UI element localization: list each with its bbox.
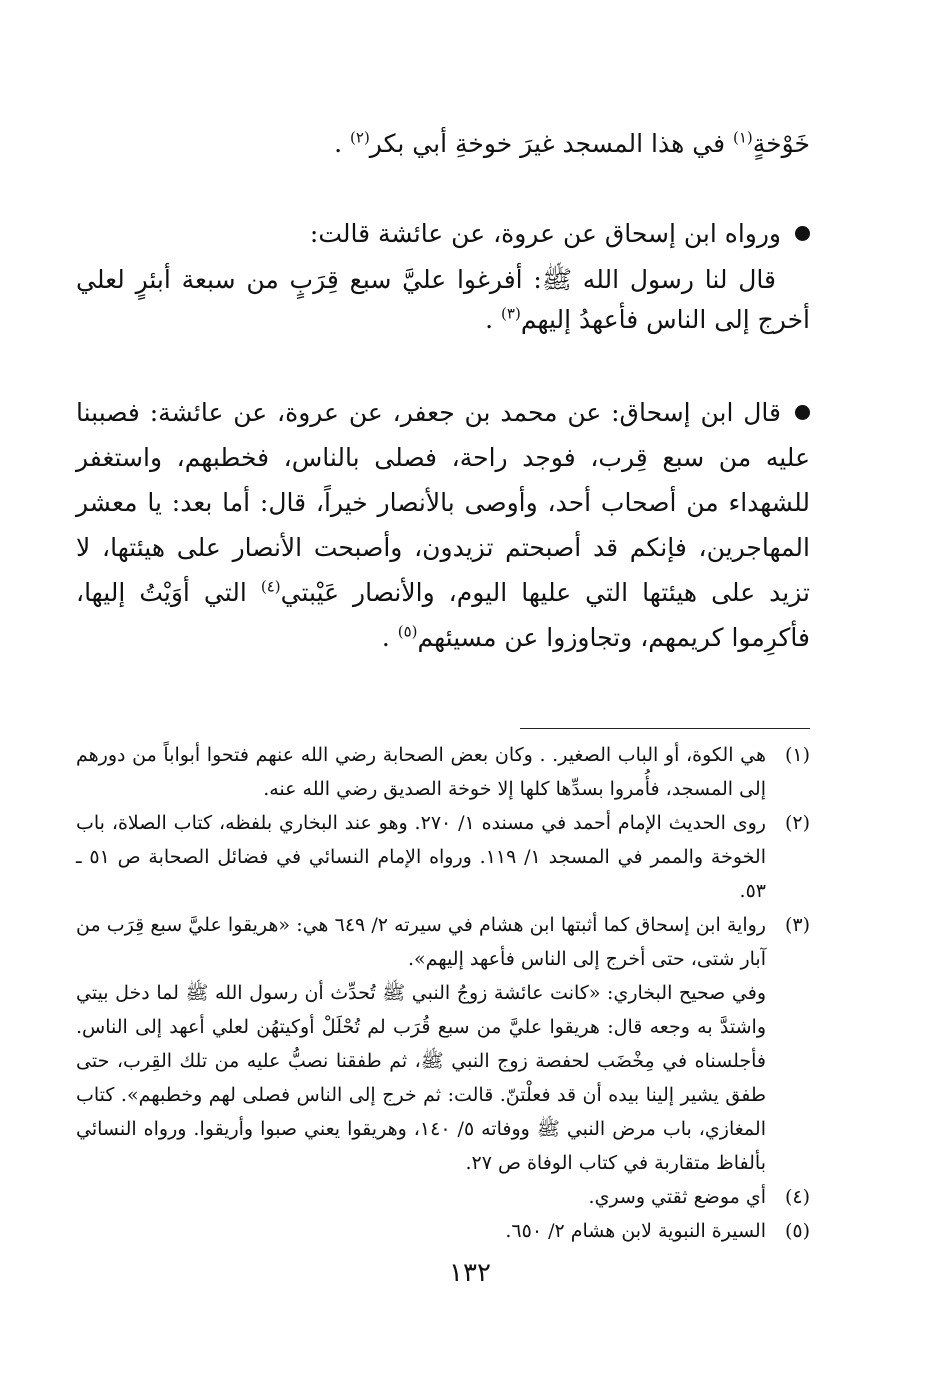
footnote-4 (76, 1180, 810, 1214)
paragraph-2-text: قال لنا رسول الله ﷺ: أفرغوا عليَّ سبع قِرَبٍ من سبعة أبئرٍ لعلي أخرج إلى الناس فأعهدُ إليهم (76, 265, 810, 334)
footnote-number: (٥) (784, 1220, 810, 1242)
footnote-number: (١) (784, 744, 810, 766)
footnote-2 (76, 806, 810, 908)
body-line-1-text-b: في هذا المسجد غيرَ خوخةِ أبي بكر (369, 129, 733, 158)
footnote-line: وفي صحيح البخاري: «كانت عائشة زوجُ النبي ﷺ تُحدِّث أن رسول الله ﷺ لما دخل بيتي واشتدَّ به وجعه قال: هريقوا عليَّ من سبع قُرَب لم تُحْلَلْ أوكيتهُن لعلي أعهد إلى الناس. فأجلسناه في مِخْضَب لحفصة زوج النبي ﷺ، ثم طفقنا نصبُّ عليه من تلك القِرب، حتى طفق يشير إلينا بيده أن قد فعلْتنّ. قالت: ثم خرج إلى الناس فصلى لهم وخطبهم». كتاب المغازي، باب مرض النبي ﷺ ووفاته ٥/ ١٤٠، وهريقوا يعني صبوا وأريقوا. ورواه النسائي بألفاظ متقاربة في كتاب الوفاة ص ٢٧. (76, 982, 766, 1174)
body-line-1-end: . (334, 129, 351, 158)
bullet-icon (795, 405, 810, 420)
paragraph-3-body (76, 390, 810, 660)
paragraph-2-end: . (485, 305, 502, 334)
footnotes (76, 738, 810, 1248)
bullet-icon (795, 226, 810, 241)
footnote-text (76, 806, 766, 908)
body-line-1 (76, 124, 810, 164)
paragraph-2-intro-text: ورواه ابن إسحاق عن عروة، عن عائشة قالت: (309, 219, 781, 248)
paragraph-2-intro (76, 214, 810, 254)
body-line-1-text-a: خَوْخةٍ (752, 129, 810, 158)
footnote-number: (٣) (784, 914, 810, 936)
footnote-1 (76, 738, 810, 806)
footnote-5 (76, 1214, 810, 1248)
footnote-text (76, 1214, 766, 1248)
footnote-text (76, 908, 766, 1180)
footnote-line: أي موضع ثقتي وسري. (588, 1186, 766, 1208)
footnote-ref-1: (١) (732, 128, 753, 147)
paragraph-3-end: . (381, 623, 398, 652)
footnote-number: (٢) (784, 812, 810, 834)
footnote-line: هي الكوة، أو الباب الصغير. . وكان بعض الصحابة رضي الله عنهم فتحوا أبواباً من دورهم إلى المسجد، فأُمروا بسدِّها كلها إلا خوخة الصديق رضي الله عنه. (76, 744, 766, 800)
footnote-number: (٤) (784, 1186, 810, 1208)
footnote-text (76, 738, 766, 806)
page-number: ١٣٢ (449, 1258, 491, 1288)
footnote-ref-2: (٢) (350, 128, 370, 147)
footnote-text (76, 1180, 766, 1214)
footnote-ref-3: (٣) (501, 304, 521, 323)
paragraph-3 (76, 390, 810, 660)
paragraph-2 (76, 214, 810, 340)
paragraph-3-text-1: قال ابن إسحاق: عن محمد بن جعفر، عن عروة، عن عائشة: فصببنا عليه من سبع قِرب، فوجد راحة، فصلى بالناس، فخطبهم، واستغفر للشهداء من أصحاب أحد، وأوصى بالأنصار خيراً، قال: أما بعد: يا معشر المهاجرين، فإنكم قد أصبحتم تزيدون، وأصبحت الأنصار على هيئتها، لا تزيد على هيئتها التي عليها اليوم، والأنصار عَيْبتي (76, 398, 810, 607)
footnote-ref-5: (٥) (397, 622, 418, 641)
footnote-line: رواية ابن إسحاق كما أثبتها ابن هشام في سيرته ٢/ ٦٤٩ هي: «هريقوا عليَّ سبع قِرَب من آبار شتى، حتى أخرج إلى الناس فأعهد إليهم». (76, 914, 766, 970)
footnote-separator (520, 728, 810, 729)
footnote-ref-4: (٤) (260, 577, 281, 596)
paragraph-2-body (76, 260, 810, 340)
footnote-line: السيرة النبوية لابن هشام ٢/ ٦٥٠. (505, 1220, 766, 1242)
footnote-3 (76, 908, 810, 1180)
paragraph-3-text-2: التي أوَيْتُ إليها، فأكرِموا كريمهم، وتجاوزوا عن مسيئهم (76, 578, 810, 652)
footnote-line: روى الحديث الإمام أحمد في مسنده ١/ ٢٧٠. وهو عند البخاري بلفظه، كتاب الصلاة، باب الخوخة والممر في المسجد ١/ ١١٩. ورواه الإمام النسائي في فضائل الصحابة ص ٥١ ـ ٥٣. (76, 812, 766, 902)
